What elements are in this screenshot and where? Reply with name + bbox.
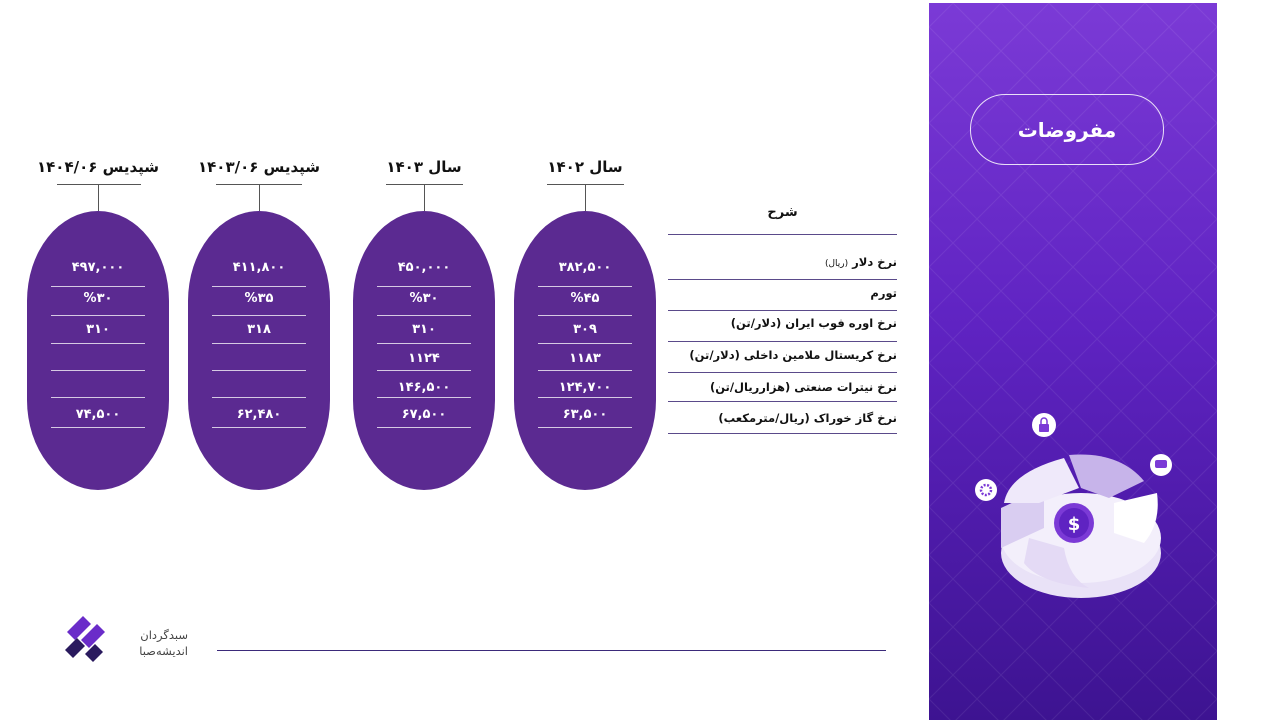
column-header-shapdis-1403: شپدیس ۱۴۰۳/۰۶ [197, 158, 321, 176]
chat-icon [1150, 454, 1172, 476]
oval-value: %۳۵ [244, 291, 274, 306]
oval-value: ۶۳,۵۰۰ [562, 407, 608, 422]
oval-divider [212, 343, 306, 344]
oval-divider [212, 427, 306, 428]
brand-line2: اندیشه‌صبا [139, 644, 188, 658]
header-connector [259, 185, 260, 211]
oval-value: ۱۴۶,۵۰۰ [397, 380, 451, 395]
oval-value: %۳۰ [409, 291, 439, 306]
row-label-dollar [668, 255, 897, 269]
pie-chart-illustration [969, 403, 1179, 613]
row-label-melamine: نرخ کریستال ملامین داخلی (دلار/تن) [689, 348, 897, 362]
oval-divider [212, 315, 306, 316]
divider [668, 234, 897, 235]
row-unit: (ریال) [824, 259, 849, 269]
oval-value: ۳۰۹ [573, 322, 597, 337]
divider [668, 279, 897, 280]
oval-value: ۷۴,۵۰۰ [75, 407, 121, 422]
side-panel [929, 3, 1217, 720]
oval-divider [538, 315, 632, 316]
oval-value: ۱۱۲۴ [408, 351, 440, 366]
oval-divider [51, 370, 145, 371]
oval-divider [538, 343, 632, 344]
brand-name [118, 627, 188, 659]
oval-divider [377, 286, 471, 287]
row-label: نرخ دلار [852, 255, 897, 269]
oval-value: %۴۵ [570, 291, 600, 306]
oval-divider [377, 343, 471, 344]
oval-divider [51, 315, 145, 316]
oval-value: ۴۵۰,۰۰۰ [397, 260, 451, 275]
column-oval-shapdis-1404 [27, 211, 169, 490]
oval-divider [377, 370, 471, 371]
header-underline [57, 184, 141, 185]
row-label-gas: نرخ گاز خوراک (ریال/مترمکعب) [718, 411, 897, 425]
description-header: شرح [767, 205, 798, 220]
divider [668, 310, 897, 311]
oval-divider [538, 397, 632, 398]
oval-value: ۳۸۲,۵۰۰ [558, 260, 612, 275]
divider [668, 401, 897, 402]
column-header-shapdis-1404: شپدیس ۱۴۰۴/۰۶ [36, 158, 160, 176]
oval-divider [538, 370, 632, 371]
svg-text:$: $ [1067, 514, 1081, 535]
oval-value: ۴۹۷,۰۰۰ [71, 260, 125, 275]
oval-divider [377, 397, 471, 398]
logo-icon [63, 610, 107, 662]
gear-icon [975, 479, 997, 501]
oval-divider [51, 427, 145, 428]
divider [668, 433, 897, 434]
oval-divider [212, 370, 306, 371]
oval-divider [377, 315, 471, 316]
slide-title: مفروضات [970, 94, 1164, 165]
row-label-nitrate: نرخ نیترات صنعتی (هزارریال/تن) [709, 380, 897, 394]
row-label-urea: نرخ اوره فوب ایران (دلار/تن) [730, 316, 897, 330]
oval-divider [212, 397, 306, 398]
oval-value: ۳۱۸ [247, 322, 271, 337]
oval-value: ۶۲,۴۸۰ [236, 407, 282, 422]
column-header-1402: سال ۱۴۰۲ [547, 158, 623, 176]
oval-value: ۴۱۱,۸۰۰ [232, 260, 286, 275]
oval-value: %۳۰ [83, 291, 113, 306]
divider [668, 372, 897, 373]
oval-value: ۶۷,۵۰۰ [401, 407, 447, 422]
oval-value: ۱۲۴,۷۰۰ [558, 380, 612, 395]
header-connector [424, 185, 425, 211]
brand-line1: سبدگردان [140, 628, 188, 642]
oval-divider [538, 427, 632, 428]
oval-value: ۱۱۸۳ [569, 351, 601, 366]
oval-divider [377, 427, 471, 428]
oval-value: ۳۱۰ [412, 322, 436, 337]
footer-rule [217, 650, 886, 651]
oval-divider [51, 397, 145, 398]
oval-divider [51, 286, 145, 287]
oval-value: ۳۱۰ [86, 322, 110, 337]
lock-icon [1032, 413, 1056, 437]
row-label-inflation: تورم [870, 286, 897, 300]
oval-divider [51, 343, 145, 344]
oval-divider [212, 286, 306, 287]
divider [668, 341, 897, 342]
header-connector [98, 185, 99, 211]
column-oval-shapdis-1403 [188, 211, 330, 490]
header-connector [585, 185, 586, 211]
oval-divider [538, 286, 632, 287]
column-header-1403: سال ۱۴۰۳ [386, 158, 462, 176]
